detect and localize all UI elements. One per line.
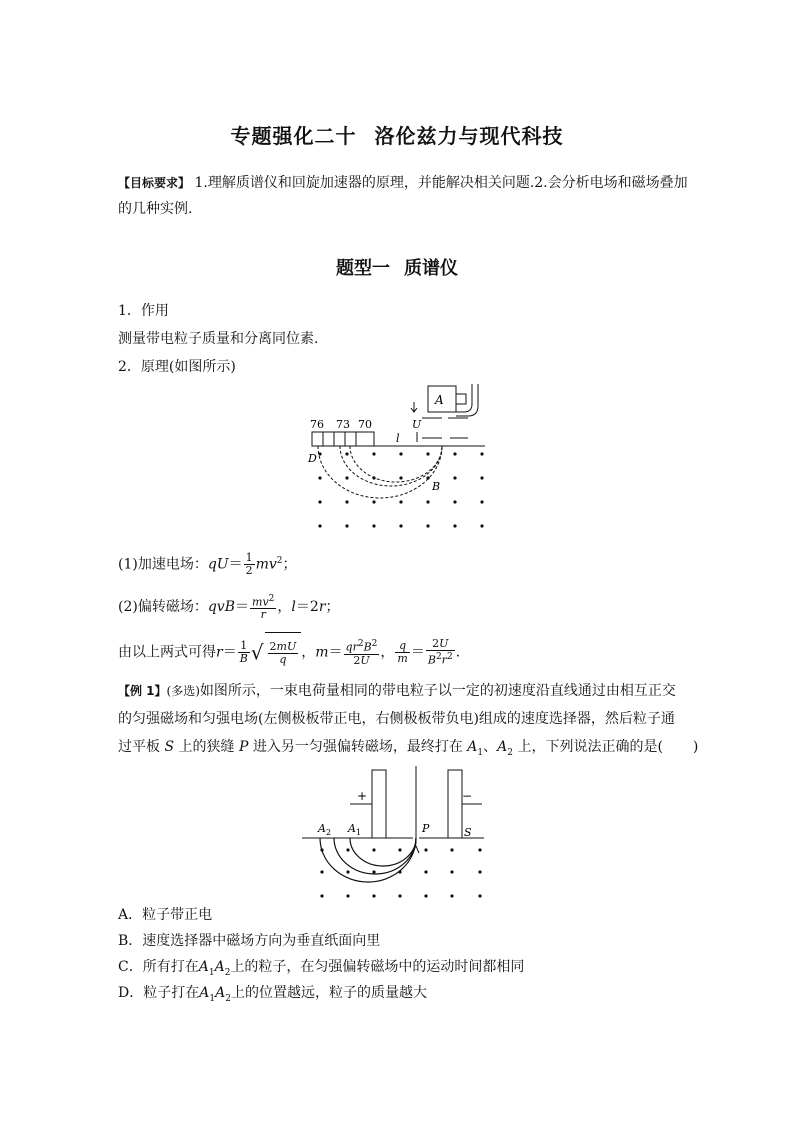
magnetic-field-dots [318,452,483,527]
page-title [0,120,794,149]
formula-2: (2)偏转磁场：qvB＝ $\frac{mv^2}{r}$ ，l＝2r； [118,593,340,622]
formula-1: (1)加速电场：qU＝ $\frac{1}{2}$ $mv^2$； [118,551,297,578]
mass-spectrometer-figure [300,380,500,536]
goal-text-1: 1.理解质谱仪和回旋加速器的原理，并能解决相关问题.2.会分析电场和磁场叠加 [194,175,688,191]
label-S: S [464,826,472,839]
formula-3: 由以上两式可得r＝ $\frac{1}{B}$ √ $\frac{2mU}{q}$ ，m＝ $\frac{qr^2B^2}{2U}$ ， $\frac{q}{m}$ ＝ $\frac{2U}{B^2r^2}$ . [118,632,678,672]
svg-text:2: 2 [326,828,332,837]
option-B: B．速度选择器中磁场方向为垂直纸面向里 [118,933,381,949]
label-A: A [435,393,444,407]
label-P: P [422,822,430,835]
example-line-1: 【例 1】(多选)如图所示，一束电荷量相同的带电粒子以一定的初速度沿直线通过由相互正交 [118,683,676,699]
label-A1: A [348,822,356,835]
item-1-text: 测量带电粒子质量和分离同位素． [118,331,328,347]
item-1-title: 1．作用 [118,303,169,319]
label-l: l [396,432,400,445]
option-D: D．粒子打在$A_1A_2$上的位置越远，粒子的质量越大 [118,985,427,1004]
magnetic-field-dots [320,848,481,897]
section-heading [0,254,794,280]
title-part1: 专题强化二十 [230,124,357,148]
label-B: B [432,480,441,493]
goal-text-2: 的几种实例. [118,201,193,217]
goal-label: 【目标要求】 [118,176,191,190]
goal-line-1 [118,172,688,194]
label-70: 70 [358,418,372,431]
label-plus: + [357,789,368,803]
item-2-title: 2．原理(如图所示) [118,359,236,375]
section-part2: 质谱仪 [404,258,458,279]
label-minus: − [462,789,473,803]
right-plate [448,770,462,838]
example-label: 【例 1】 [118,684,167,698]
label-73: 73 [336,418,350,431]
title-part2: 洛伦兹力与现代科技 [374,124,564,148]
option-A: A．粒子带正电 [118,907,213,923]
goal-line-2 [118,198,678,220]
option-C: C．所有打在$A_1A_2$上的粒子，在匀强偏转磁场中的运动时间都相同 [118,959,525,978]
svg-text:1: 1 [356,828,362,837]
detector-scale [312,432,374,446]
label-U: U [412,418,422,431]
label-A2: A [318,822,326,835]
label-D: D [308,452,317,465]
example-line-2: 的匀强磁场和匀强电场(左侧极板带正电，右侧极板带负电)组成的速度选择器，然后粒子通 [118,711,675,727]
label-76: 76 [310,418,324,431]
left-plate [372,770,386,838]
velocity-selector-figure [300,766,496,906]
section-part1: 题型一 [336,258,390,279]
example-line-3: 过平板 S 上的狭缝 P 进入另一匀强偏转磁场，最终打在 $A_1$、$A_2$ 上，下列说法正确的是( ) [118,739,699,758]
